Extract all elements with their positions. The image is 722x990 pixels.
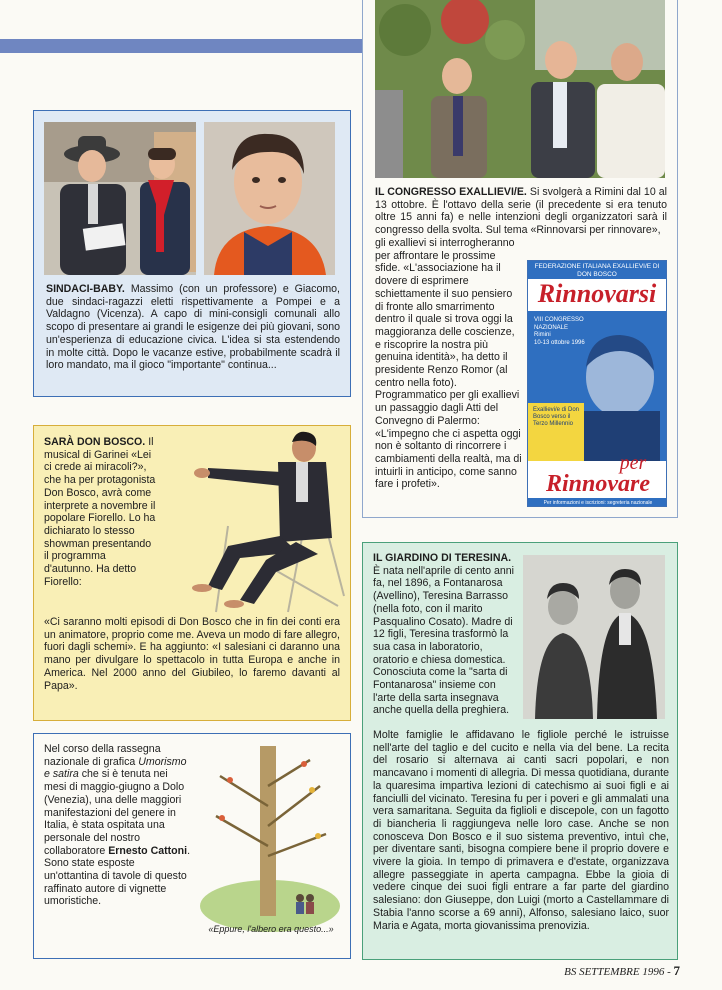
congresso-text-column: gli exallievi si interrogheranno per affrontare le prossime sfide. «L'associazione ha il dovere di esprimere schiettamente il suo pensiero di fronte allo smarrimento dentro il quale si trova oggi la maggioranza delle coscienze, e riscoprire la nostra più genuina identità», ha detto il presidente Renzo Romor (al centro nella foto). Programmatico per gli exallievi un passaggio dagli Atti del Convegno di Palermo: «L'impegno che ci aspetta oggi non è soltanto di rincorrere i cambiamenti della realtà, ma di intuirli in anticipo, come sanno fare i profeti».: [375, 237, 522, 491]
don-bosco-box: [33, 425, 351, 721]
cartoon-tree-illustration: [200, 746, 342, 946]
sindaci-baby-title: SINDACI-BABY.: [46, 283, 125, 295]
top-color-bar: [0, 39, 362, 53]
sindaci-baby-box: [33, 110, 351, 397]
poster-sub-date: 10-13 ottobre 1996: [534, 339, 585, 346]
teresina-article-full: [373, 729, 669, 932]
congresso-title: IL CONGRESSO EXALLIEVI/E.: [375, 186, 527, 198]
sindaci-baby-text: Massimo (con un professore) e Giacomo, due sindaci-ragazzi eletti rispettivamente a Pompei e a Valdagno (Vicenza). A capo di mini-consigli comunali allo scopo di presentare ai grandi le esigenze dei più giovani, sono un'esperienza di educazione civica. L'idea si sta estendendo in molte città. Dopo le vacanze estive, probabilmente scadrà il loro mandato, ma il gioco "importante" continua...: [46, 283, 341, 372]
teresina-text-column: È nata nell'aprile di cento anni fa, nel 1896, a Fontanarosa (Avellino), Teresina Barrasso (nella foto, con il marito Pasqualino Cosato). Madre di 12 figli, Teresina trasformò la sua casa in laboratorio, oratorio e chiesa domestica. Conosciuta come la "sarta di Fontanarosa" insieme con l'arte della sarta insegnava anche quella della preghiera.: [373, 564, 515, 717]
teresina-box: [362, 542, 678, 960]
umorismo-article: [44, 743, 192, 908]
congresso-text-intro: Si svolgerà a Rimini dal 10 al 13 ottobre. È l'ottavo della serie (il precedente si era tenuto oltre 15 anni fa) e nelle intenzioni degli organizzatori sarà il congresso della svolta. Sul tema «Rinnovarsi per rinnovare»,: [375, 186, 667, 237]
page-number: 7: [673, 963, 680, 978]
umorismo-text-festival: Umorismo e satira: [44, 755, 187, 781]
teresina-text-full: Molte famiglie le affidavano le figliole perché le istruisse nell'arte del taglio e del cucito e nella via del bene. La recita del rosario si alternava ai canti sacri popolari, e non mancavano i momenti di allegria. Di messa quotidiana, durante la quaresima impartiva lezioni di catechismo ai suoi figli e ai fanciulli del vicinato. Teresina fu per i poveri e gli ammalati una vera samaritana. Seguita da figlioli e discepole, con un fagotto di biancheria li raggiungeva nelle loro case. Anche se non conosceva Don Bosco e il suo sistema preventivo, intuì che, per diventare santi, bisogna compiere bene il proprio dovere e vivere la gioia. In tempo di primavera e d'estate, organizzava allegre passeggiate in aperta campagna. Ebbe la gioia di vedere cinque dei suoi figli entrare a far parte del giardino salesiano: don Giuseppe, don Luigi (morto a Castellammare di Stabia l'anno scorse a 69 anni), Alfonso, salesiano laico, suor Maria e Agata, morta giovanissima prenovizia.: [373, 729, 669, 932]
teresina-couple-photo: [523, 555, 665, 719]
fiorello-photo: [168, 426, 350, 618]
page-footer: [520, 963, 680, 979]
footer-month: SETTEMBRE 1996: [579, 966, 665, 978]
poster-sub-congresso: VIII CONGRESSO NAZIONALE: [534, 317, 584, 331]
umorismo-text-1: Nel corso della rassegna nazionale di grafica: [44, 743, 161, 768]
poster-mid-text: Exallievi/e di Don Bosco verso il Terzo Millennio: [533, 407, 580, 427]
poster-sub-rimini: Rimini: [534, 332, 551, 338]
umorismo-text-3: . Sono state esposte un'ottantina di tavole di questo raffinato autore di vignette umoristiche.: [44, 844, 191, 908]
cartoon-caption: «Eppure, l'albero era questo...»: [208, 924, 334, 934]
poster-title-rinnovarsi: Rinnovarsi: [537, 279, 657, 308]
poster-header: FEDERAZIONE ITALIANA EXALLIEVI/E DI DON BOSCO: [528, 261, 666, 279]
poster-per: per: [619, 452, 647, 474]
sindaci-photo-boy-closeup: [204, 122, 335, 275]
don-bosco-article-column: [44, 436, 156, 588]
sindaci-baby-article: [46, 283, 340, 372]
poster-title-rinnovare: Rinnovare: [545, 471, 650, 497]
don-bosco-article-full: [44, 616, 340, 692]
congresso-photo-men: [375, 0, 665, 178]
umorismo-text-2: che si è tenuta nei mesi di maggio-giugno a Dolo (Venezia), una delle maggiori manifestazioni del genere in Italia, è stata ospitata una personale del nostro collaboratore: [44, 768, 185, 857]
poster-foot: Per informazioni e iscrizioni: segreteria nazionale: [528, 498, 667, 507]
don-bosco-text-column: Il musical di Garinei «Lei ci crede ai miracoli?», che ha per protagonista Don Bosco, avrà come interprete a novembre il popolare Fiorello. Lo ha dichiarato lo stesso showman presentando il programma d'autunno. Ha detto Fiorello:: [44, 436, 156, 588]
footer-magazine: BS: [564, 966, 577, 978]
don-bosco-title: SARÀ DON BOSCO.: [44, 436, 146, 448]
don-bosco-text-full: «Ci saranno molti episodi di Don Bosco che in fin dei conti era un animatore, proprio come me. Aveva un modo di fare allegro, fuori dagli schemi». E ha aggiunto: «I salesiani ci daranno una mano per divulgare lo spettacolo in tutta Europa e anche in America. Nel 2000 anno del Giubileo, lo faremo davanti al Papa».: [44, 616, 341, 692]
umorismo-box: [33, 733, 351, 959]
footer-separator: -: [664, 966, 674, 978]
umorismo-author: Ernesto Cattoni: [108, 844, 188, 857]
teresina-title: IL GIARDINO DI TERESINA.: [373, 552, 512, 564]
congresso-article-column: [375, 237, 523, 491]
congresso-box: [362, 0, 678, 518]
sindaci-photo-mayor-with-professor: [44, 122, 196, 275]
poster-congress-info: [534, 317, 590, 347]
teresina-article-column: [373, 552, 517, 717]
congresso-article-intro: [375, 186, 667, 237]
congresso-poster: [527, 260, 667, 507]
